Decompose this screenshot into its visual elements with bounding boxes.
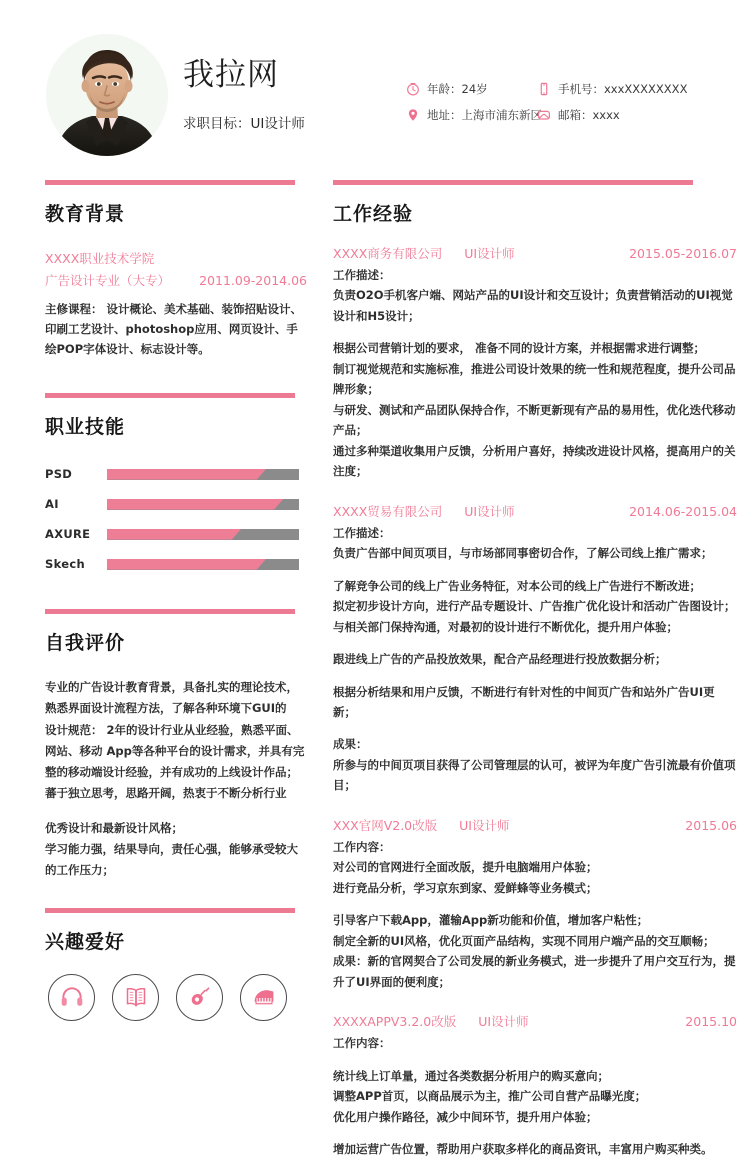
job-company: XXXX贸易有限公司 bbox=[333, 503, 443, 519]
job-description-line: 调整APP首页，以商品展示为主，推广公司自营产品曝光度； bbox=[333, 1089, 647, 1104]
line-gap bbox=[333, 722, 737, 734]
job-description bbox=[333, 1033, 737, 1159]
job-description-line: 制定全新的UI风格，优化页面产品结构，实现不同用户端产品的交互顺畅； bbox=[333, 933, 715, 948]
contact-address bbox=[405, 107, 542, 123]
section-hobbies bbox=[0, 908, 320, 1021]
pin-icon bbox=[405, 107, 421, 123]
piano-icon bbox=[251, 984, 277, 1010]
job-description-line: 负责O2O手机客户端、网站产品的UI设计和交互设计；负责营销活动的UI视觉设计和H5设计； bbox=[333, 288, 733, 323]
skill-track bbox=[107, 499, 299, 510]
job-role: UI设计师 bbox=[464, 503, 515, 519]
section-title-self-evaluation: 自我评价 bbox=[45, 632, 126, 655]
right-column bbox=[320, 180, 750, 1159]
contact-phone bbox=[536, 81, 726, 97]
skill-label: PSD bbox=[45, 467, 73, 482]
job-description bbox=[333, 837, 737, 992]
section-self-evaluation bbox=[0, 609, 320, 881]
skill-label: AXURE bbox=[45, 527, 91, 542]
resume-header bbox=[0, 0, 750, 180]
section-title-skills: 职业技能 bbox=[45, 416, 126, 439]
skill-row bbox=[45, 549, 307, 579]
education-major: 广告设计专业（大专） bbox=[45, 272, 171, 288]
section-education bbox=[0, 180, 320, 359]
job-description bbox=[333, 265, 737, 482]
job-header bbox=[333, 244, 737, 262]
section-title-education: 教育背景 bbox=[45, 203, 126, 225]
education-courses: 主修课程： 设计概论、美术基础、装饰招贴设计、印刷工艺设计、photoshop应用、网页设计、手绘POP字体设计、标志设计等。 bbox=[45, 301, 303, 356]
skill-label: AI bbox=[45, 497, 59, 512]
job-description-line: 成果：新的官网契合了公司发展的新业务模式，进一步提升了用户交互行为，提升了UI界面的便利度； bbox=[333, 954, 736, 989]
line-gap bbox=[333, 637, 737, 649]
job-entry bbox=[333, 1012, 737, 1159]
self-evaluation-body bbox=[45, 677, 307, 881]
job-company: XXX官网V2.0改版 bbox=[333, 817, 438, 833]
job-description-line: 拟定初步设计方向，进行产品专题设计、广告推广优化设计和活动广告图设计； bbox=[333, 599, 736, 614]
left-column bbox=[0, 180, 320, 1021]
guitar-icon bbox=[187, 984, 213, 1010]
education-date: 2011.09-2014.06 bbox=[199, 272, 307, 288]
skill-track bbox=[107, 559, 299, 570]
skills-list bbox=[45, 459, 307, 579]
jobs-list bbox=[320, 244, 750, 1159]
job-description-line: 与相关部门保持沟通，对最初的设计进行不断优化，提升用户体验； bbox=[333, 619, 678, 634]
skill-fill bbox=[107, 499, 284, 510]
job-company: XXXX商务有限公司 bbox=[333, 246, 443, 261]
section-title-work-experience: 工作经验 bbox=[333, 203, 414, 225]
job-entry bbox=[333, 816, 737, 992]
job-entry bbox=[333, 244, 737, 482]
contact-age bbox=[405, 81, 536, 97]
section-divider bbox=[45, 609, 295, 614]
job-description-line: 工作内容： bbox=[333, 1036, 391, 1051]
job-description bbox=[333, 523, 737, 796]
job-description-line: 统计线上订单量，通过各类数据分析用户的购买意向； bbox=[333, 1068, 609, 1083]
contact-phone-label: 手机号：xxxXXXXXXXX bbox=[558, 82, 688, 96]
job-description-line: 优化用户操作路径，减少中间环节，提升用户体验； bbox=[333, 1109, 598, 1124]
line-gap bbox=[333, 670, 737, 682]
hobby-guitar[interactable] bbox=[176, 974, 223, 1021]
section-divider bbox=[45, 180, 295, 185]
job-date: 2015.05-2016.07 bbox=[629, 246, 737, 261]
job-description-line: 所参与的中间页项目获得了公司管理层的认可，被评为年度广告引流最有价值项目； bbox=[333, 757, 736, 793]
self-evaluation-paragraph: 蕃于独立思考，思路开阔，热衷于不断分析行业 bbox=[45, 786, 287, 801]
avatar bbox=[46, 34, 168, 156]
section-divider bbox=[333, 180, 693, 185]
skill-label: Skech bbox=[45, 557, 85, 572]
page-title: 我拉网 bbox=[183, 57, 279, 93]
job-description-line: 工作描述： bbox=[333, 268, 391, 282]
contact-email bbox=[536, 107, 726, 123]
job-description-line: 跟进线上广告的产品投放效果，配合产品经理进行投放数据分析； bbox=[333, 652, 667, 667]
phone-icon bbox=[536, 81, 552, 97]
job-company: XXXXAPPV3.2.0改版 bbox=[333, 1014, 457, 1030]
contact-address-label: 地址：上海市浦东新区 bbox=[427, 108, 542, 122]
hobby-piano[interactable] bbox=[240, 974, 287, 1021]
skill-fill bbox=[107, 529, 241, 540]
paragraph-gap bbox=[45, 805, 307, 818]
contact-age-label: 年龄：24岁 bbox=[427, 82, 488, 96]
skill-row bbox=[45, 519, 307, 549]
hobbies-list bbox=[48, 974, 320, 1021]
self-evaluation-paragraph: 设计规范： 2年的设计行业从业经验，熟悉平面、网站、移动 App等各种平台的设计需求，并具有完整的移动端设计经验，并有成功的上线设计作品； bbox=[45, 722, 305, 780]
education-entry bbox=[45, 248, 307, 359]
job-role: UI设计师 bbox=[459, 817, 510, 833]
hobby-reading[interactable] bbox=[112, 974, 159, 1021]
job-description-line: 引导客户下载App，灌输App新功能和价值，增加客户粘性； bbox=[333, 913, 649, 928]
job-description-line: 根据分析结果和用户反馈，不断进行有针对性的中间页广告和站外广告UI更新； bbox=[333, 684, 715, 719]
job-description-line: 增加运营广告位置，帮助用户获取多样化的商品资讯，丰富用户购买种类。 bbox=[333, 1142, 713, 1156]
skill-row bbox=[45, 459, 307, 489]
job-role: UI设计师 bbox=[464, 246, 515, 261]
job-description-line: 成果： bbox=[333, 737, 368, 752]
job-header bbox=[333, 816, 737, 834]
contact-row-1 bbox=[405, 76, 735, 102]
job-date: 2014.06-2015.04 bbox=[629, 503, 737, 519]
contact-email-label: 邮箱：xxxx bbox=[558, 108, 620, 122]
job-description-line: 根据公司营销计划的要求， 准备不同的设计方案，并根据需求进行调整； bbox=[333, 341, 705, 356]
contact-row-2 bbox=[405, 102, 735, 128]
education-major-row bbox=[45, 270, 307, 292]
line-gap bbox=[333, 326, 737, 338]
line-gap bbox=[333, 898, 737, 910]
job-role: UI设计师 bbox=[478, 1014, 529, 1030]
contact-info bbox=[405, 76, 735, 128]
section-divider bbox=[45, 393, 295, 398]
skill-track bbox=[107, 529, 299, 540]
job-header bbox=[333, 502, 737, 520]
self-evaluation-paragraph: 专业的广告设计教育背景，具备扎实的理论技术，熟悉界面设计流程方法，了解各种环境下GUI的 bbox=[45, 680, 298, 716]
education-school: XXXX职业技术学院 bbox=[45, 251, 155, 266]
portrait-photo-icon bbox=[46, 34, 168, 156]
job-description-line: 工作描述： bbox=[333, 525, 391, 540]
job-entry bbox=[333, 502, 737, 796]
job-date: 2015.06 bbox=[685, 817, 737, 833]
job-description-line: 与研发、测试和产品团队保持合作，不断更新现有产品的易用性，优化迭代移动产品； bbox=[333, 402, 736, 438]
job-date: 2015.10 bbox=[685, 1014, 737, 1030]
skill-fill bbox=[107, 469, 266, 480]
job-description-line: 对公司的官网进行全面改版，提升电脑端用户体验； bbox=[333, 860, 598, 875]
job-objective: 求职目标：UI设计师 bbox=[183, 116, 305, 132]
section-divider bbox=[45, 908, 295, 913]
skill-row bbox=[45, 489, 307, 519]
section-skills bbox=[0, 393, 320, 579]
job-description-line: 了解竞争公司的线上广告业务特征，对本公司的线上广告进行不断改进； bbox=[333, 578, 701, 593]
line-gap bbox=[333, 564, 737, 576]
headphones-icon bbox=[59, 984, 85, 1010]
job-description-line: 工作内容： bbox=[333, 839, 391, 854]
line-gap bbox=[333, 1054, 737, 1066]
book-icon bbox=[123, 984, 149, 1010]
skill-track bbox=[107, 469, 299, 480]
job-description-line: 通过多种渠道收集用户反馈，分析用户喜好，持续改进设计风格，提高用户的关注度； bbox=[333, 443, 736, 479]
hobby-music[interactable] bbox=[48, 974, 95, 1021]
section-title-hobbies: 兴趣爱好 bbox=[45, 930, 126, 953]
clock-icon bbox=[405, 81, 421, 97]
job-description-line: 进行竞品分析，学习京东到家、爱鲜蜂等业务模式； bbox=[333, 880, 598, 895]
self-evaluation-paragraph: 学习能力强，结果导向，责任心强，能够承受较大的工作压力； bbox=[45, 841, 298, 878]
skill-fill bbox=[107, 559, 266, 570]
self-evaluation-paragraph: 优秀设计和最新设计风格； bbox=[45, 820, 183, 835]
email-icon bbox=[536, 107, 552, 123]
job-description-line: 制订视觉规范和实施标准，推进公司设计效果的统一性和规范程度，提升公司品牌形象； bbox=[333, 361, 736, 397]
job-description-line: 负责广告部中间页项目，与市场部同事密切合作，了解公司线上推广需求； bbox=[333, 546, 713, 561]
section-work-experience bbox=[320, 180, 750, 1159]
job-header bbox=[333, 1012, 737, 1030]
line-gap bbox=[333, 1127, 737, 1139]
